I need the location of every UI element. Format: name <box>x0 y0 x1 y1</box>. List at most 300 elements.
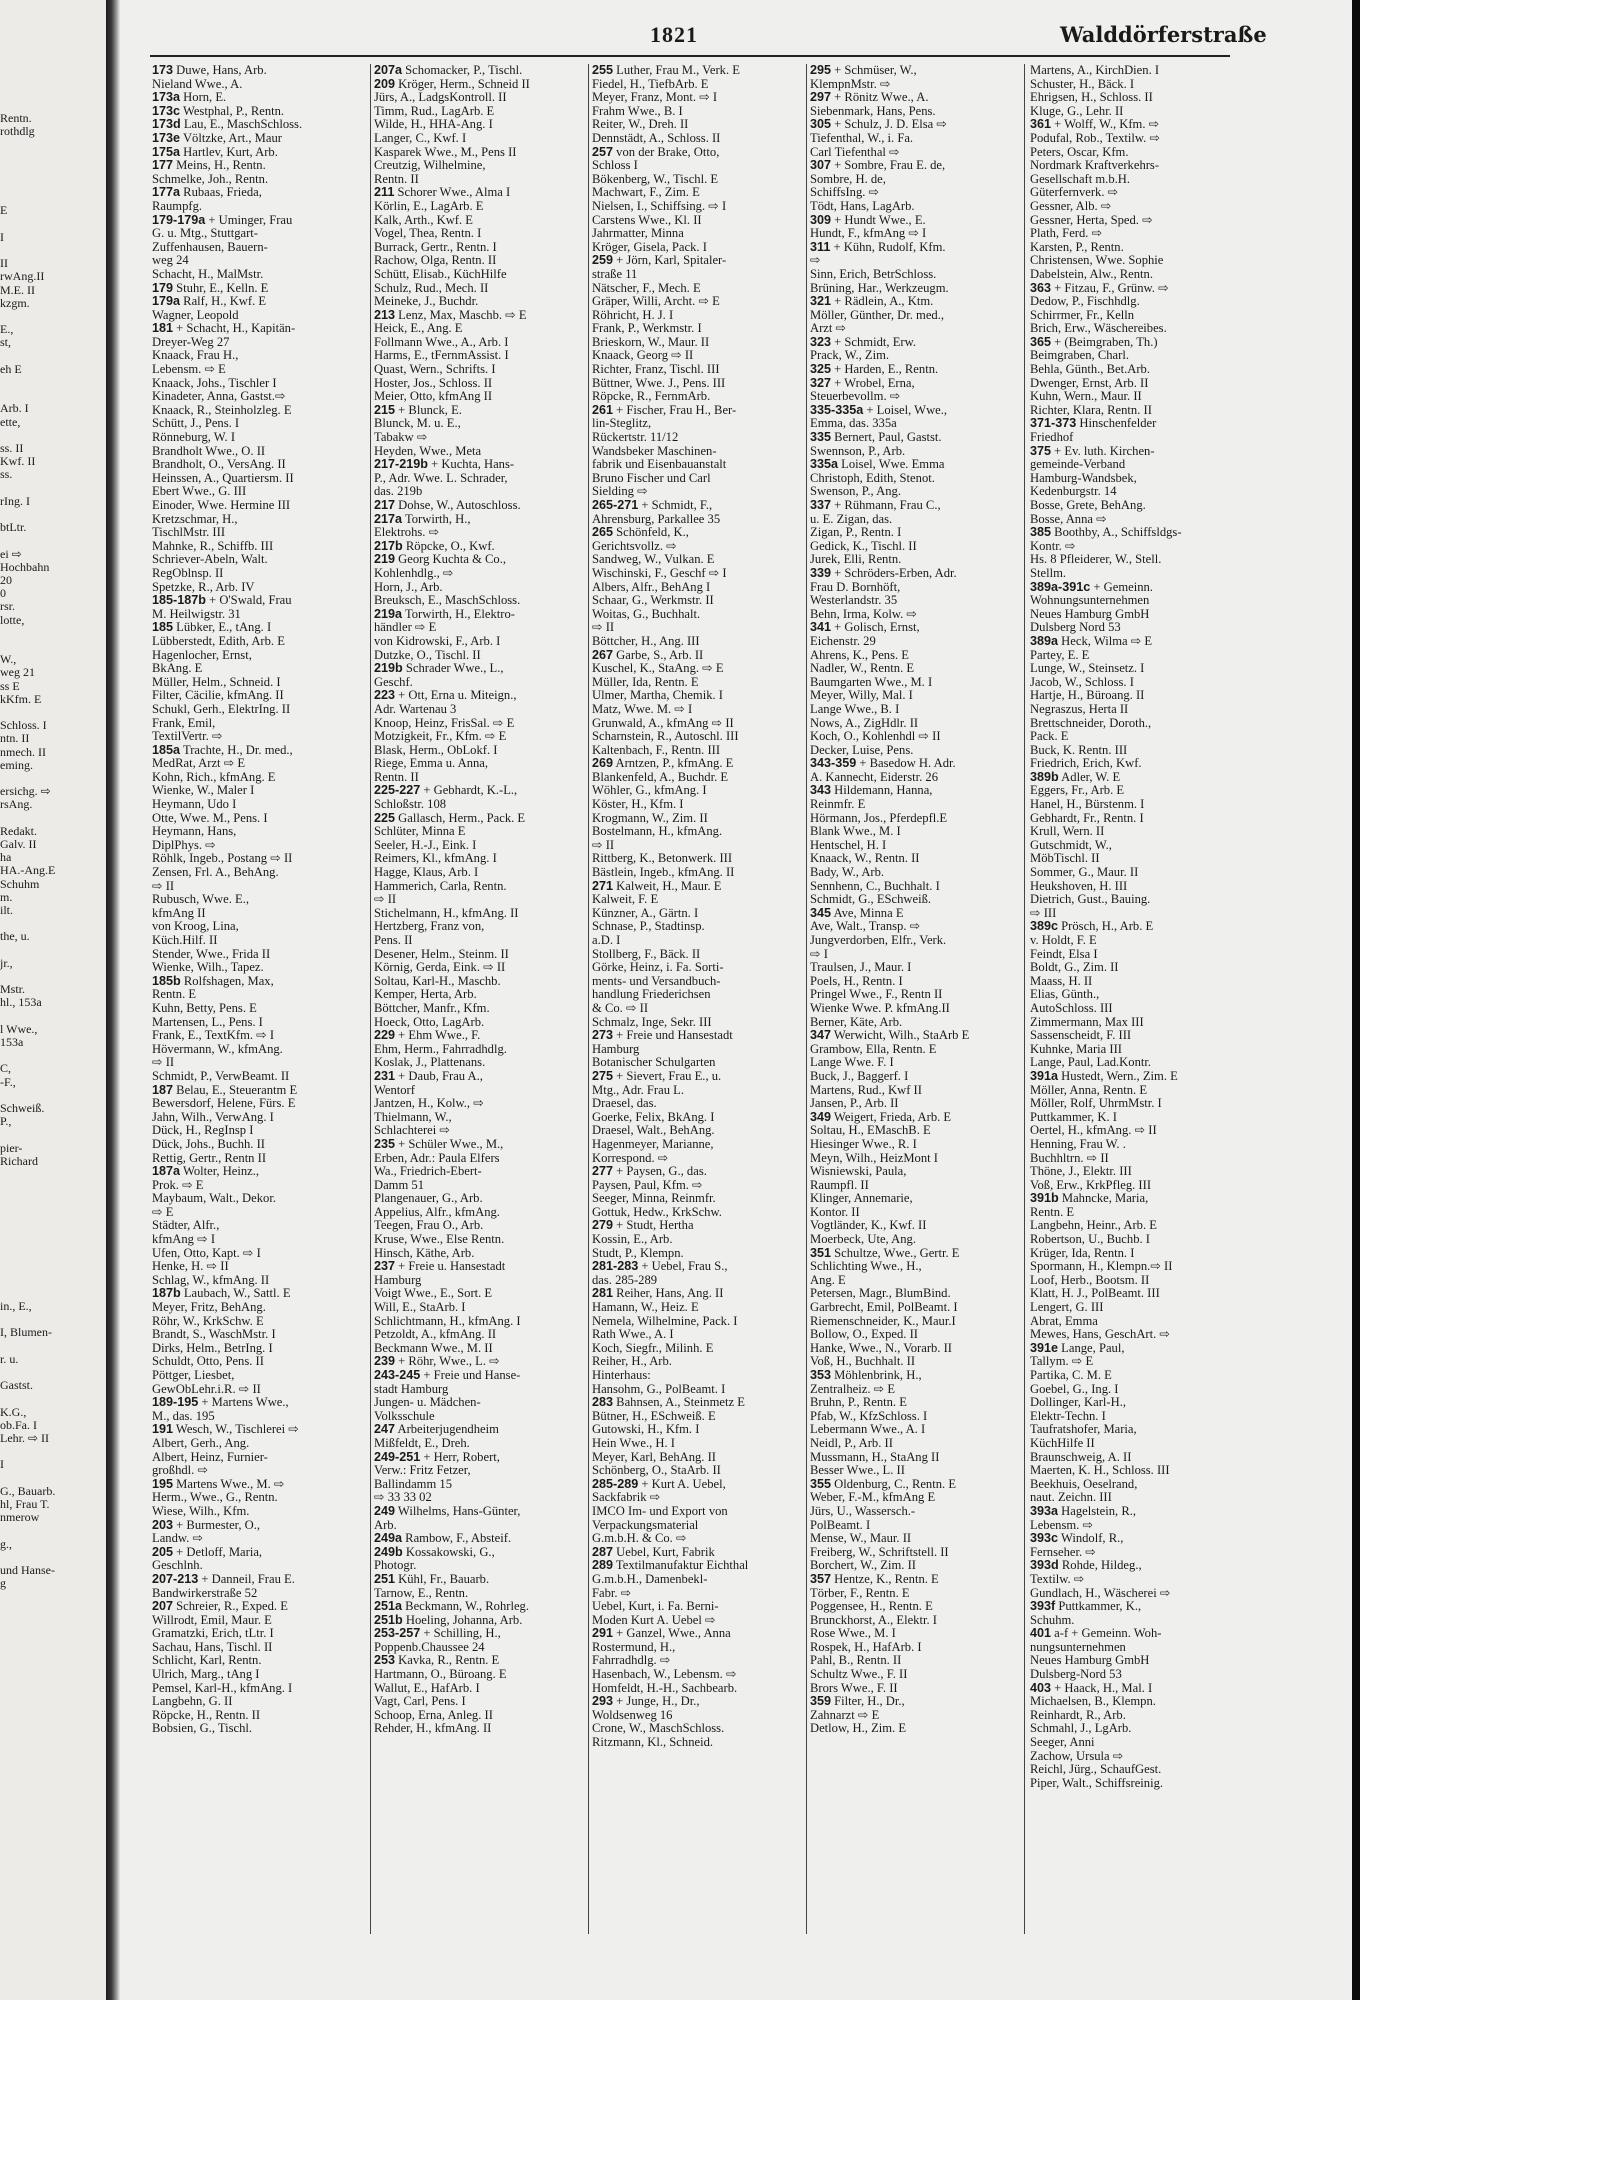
directory-entry: ⇨ III <box>1030 906 1057 920</box>
directory-entry: Wienke, Wilh., Tapez. <box>152 961 264 975</box>
directory-entry: Wilde, H., HHA-Ang. I <box>374 118 493 132</box>
directory-entry: Bosse, Grete, BehAng. <box>1030 499 1146 512</box>
directory-entry: Spetzke, R., Arb. IV <box>152 580 255 594</box>
directory-entry: Röhr, W., KrkSchw. E <box>152 1314 264 1328</box>
directory-entry: Prack, W., Zim. <box>810 349 890 363</box>
directory-entry: 189-195 + Martens Wwe., <box>152 1396 289 1410</box>
directory-entry: Wohnungsunternehmen <box>1030 594 1150 608</box>
directory-entry: Willrodt, Emil, Maur. E <box>152 1613 272 1627</box>
directory-entry: Albert, Heinz, Furnier- <box>152 1450 268 1464</box>
directory-entry: Teegen, Frau O., Arb. <box>374 1219 484 1233</box>
directory-entry: Stender, Wwe., Frida II <box>152 947 271 961</box>
directory-entry: M., das. 195 <box>152 1409 215 1423</box>
directory-entry: Nadler, W., Rentn. E <box>810 662 915 676</box>
directory-entry: Hamburg <box>592 1042 640 1056</box>
directory-entry: Motzigkeit, Fr., Kfm. ⇨ E <box>374 730 507 744</box>
directory-entry: 401 a-f + Gemeinn. Woh- <box>1030 1627 1162 1641</box>
directory-entry: Kretzschmar, H., <box>152 512 238 526</box>
directory-entry: Sielding ⇨ <box>592 485 648 499</box>
directory-entry: 403 + Haack, H., Mal. I <box>1030 1681 1153 1695</box>
directory-entry: Frau D. Bornhöft, <box>810 580 901 594</box>
directory-entry: Gerichtsvollz. ⇨ <box>592 539 677 553</box>
directory-entry: G.m.b.H. & Co. ⇨ <box>592 1532 687 1546</box>
directory-entry: Hamburg-Wandsbek, <box>1030 471 1137 485</box>
directory-entry: Stollberg, F., Bäck. II <box>592 947 701 961</box>
directory-entry: Schmalz, Inge, Sekr. III <box>592 1015 712 1029</box>
directory-entry: Vagt, Carl, Pens. I <box>374 1695 466 1709</box>
directory-entry: Hasenbach, W., Lebensm. ⇨ <box>592 1668 737 1682</box>
directory-entry: Reichl, Jürg., SchaufGest. <box>1030 1763 1162 1777</box>
directory-entry: Botanischer Schulgarten <box>592 1056 716 1070</box>
directory-entry: 213 Lenz, Max, Maschb. ⇨ E <box>374 308 527 322</box>
directory-entry: Tiefenthal, W., i. Fa. <box>810 131 914 145</box>
directory-entry: 261 + Fischer, Frau H., Ber- <box>592 403 737 417</box>
directory-entry: Wentorf <box>374 1083 415 1097</box>
facing-page-line: K.G., <box>0 1404 27 1419</box>
directory-entry: Langbehn, G. II <box>152 1695 233 1709</box>
directory-entry: Nordmark Kraftverkehrs- <box>1030 159 1160 173</box>
facing-page-line: Redakt. <box>0 823 37 838</box>
directory-entry: Gedick, K., Tischl. II <box>810 539 917 553</box>
directory-entry: Kemper, Herta, Arb. <box>374 988 477 1002</box>
directory-entry: Schukl, Gerh., ElektrIng. II <box>152 702 291 716</box>
directory-entry: 173e Völtzke, Art., Maur <box>152 131 282 145</box>
directory-entry: Dwenger, Ernst, Arb. II <box>1030 376 1149 390</box>
directory-entry: Hertzberg, Franz von, <box>374 920 485 934</box>
directory-entry: 237 + Freie u. Hansestadt <box>374 1260 506 1274</box>
directory-entry: Bewersdorf, Helene, Fürs. E <box>152 1097 296 1111</box>
directory-entry: Photogr. <box>374 1559 417 1573</box>
facing-page-line: st, <box>0 335 12 350</box>
directory-entry: Riege, Emma u. Anna, <box>374 757 489 771</box>
directory-entry: 251b Hoeling, Johanna, Arb. <box>374 1613 523 1627</box>
directory-entry: Pemsel, Karl-H., kfmAng. I <box>152 1681 293 1695</box>
directory-entry: Gundlach, H., Wäscherei ⇨ <box>1030 1586 1171 1600</box>
directory-entry: Gramatzki, Erich, tLtr. I <box>152 1627 274 1641</box>
directory-entry: Langer, C., Kwf. I <box>374 131 467 145</box>
directory-entry: Herm., Wwe., G., Rentn. <box>152 1491 278 1505</box>
directory-entry: Jahn, Wilh., VerwAng. I <box>152 1110 274 1124</box>
directory-entry: Beekhuis, Oeselrand, <box>1030 1477 1138 1491</box>
directory-entry: kfmAng ⇨ I <box>152 1233 216 1247</box>
directory-entry: 287 Uebel, Kurt, Fabrik <box>592 1545 715 1559</box>
directory-entry: Decker, Luise, Pens. <box>810 743 914 757</box>
directory-entry: Bruno Fischer und Carl <box>592 471 711 485</box>
directory-entry: Partey, E. E <box>1030 648 1090 662</box>
directory-entry: 343-359 + Basedow H. Adr. <box>810 757 956 771</box>
directory-entry: & Co. ⇨ II <box>592 1001 649 1015</box>
directory-entry: Michaelsen, B., Klempn. <box>1030 1695 1156 1709</box>
directory-entry: Schulz, Rud., Mech. II <box>374 281 489 295</box>
directory-entry: ⇨ E <box>152 1205 174 1219</box>
directory-entry: Knoop, Heinz, FrisSal. ⇨ E <box>374 716 515 730</box>
directory-entry: 207a Schomacker, P., Tischl. <box>374 64 523 77</box>
directory-entry: Sachau, Hans, Tischl. II <box>152 1640 273 1654</box>
directory-entry: Brandholt Wwe., O. II <box>152 444 266 458</box>
directory-entry: Gessner, Herta, Sped. ⇨ <box>1030 213 1153 227</box>
column-rule <box>370 64 371 1934</box>
directory-entry: Wandsbeker Maschinen- <box>592 444 717 458</box>
directory-entry: Müller, Ida, Rentn. E <box>592 675 699 689</box>
directory-entry: Koch, O., Kohlenhdl ⇨ II <box>810 730 941 744</box>
directory-entry: nungsunternehmen <box>1030 1640 1126 1654</box>
directory-entry: 219a Torwirth, H., Elektro- <box>374 607 515 621</box>
directory-entry: 207 Schreier, R., Exped. E <box>152 1600 288 1614</box>
facing-page-line: lotte, <box>0 612 25 627</box>
directory-entry: Schoop, Erna, Anleg. II <box>374 1708 493 1722</box>
directory-entry: Ahrensburg, Parkallee 35 <box>592 512 721 526</box>
directory-entry: Machwart, F., Zim. E <box>592 186 700 200</box>
facing-page-line: eh E <box>0 361 22 376</box>
directory-entry: Mense, W., Maur. II <box>810 1532 912 1546</box>
directory-entry: Nows, A., ZigHdlr. II <box>810 716 919 730</box>
directory-entry: Tabakw ⇨ <box>374 431 428 445</box>
directory-entry: Ballindamm 15 <box>374 1477 453 1491</box>
directory-entry: Besser Wwe., L. II <box>810 1464 905 1478</box>
directory-entry: Zuffenhausen, Bauern- <box>152 240 268 254</box>
directory-entry: TextilVertr. ⇨ <box>152 730 223 744</box>
directory-entry: Damm 51 <box>374 1178 425 1192</box>
directory-entry: Eggers, Fr., Arb. E <box>1030 784 1125 798</box>
facing-page-line: I, Blumen- <box>0 1325 52 1340</box>
directory-entry: Reiter, W., Dreh. II <box>592 118 689 132</box>
directory-entry: Siebenmark, Hans, Pens. <box>810 104 936 118</box>
directory-entry: Fiedel, H., TiefbArb. E <box>592 77 709 91</box>
facing-page-line: ss. II <box>0 441 24 455</box>
directory-entry: Jürs, A., LadgsKontroll. II <box>374 91 507 105</box>
directory-entry: Elias, Günth., <box>1030 988 1100 1002</box>
directory-entry: Rittberg, K., Betonwerk. III <box>592 852 733 866</box>
directory-entry: Beimgraben, Charl. <box>1030 349 1129 363</box>
directory-entry: Rachow, Olga, Rentn. II <box>374 254 497 268</box>
directory-entry: Pens. II <box>374 934 413 947</box>
directory-entry: Uebel, Kurt, i. Fa. Berni- <box>592 1600 719 1614</box>
directory-entry: ments- und Versandbuch- <box>592 974 721 988</box>
directory-entry: 225 Gallasch, Herm., Pack. E <box>374 811 526 825</box>
directory-entry: v. Holdt, F. E <box>1030 934 1097 947</box>
book-gutter <box>106 0 120 2000</box>
directory-entry: 255 Luther, Frau M., Verk. E <box>592 64 740 77</box>
directory-entry: Rentn. E <box>152 988 197 1002</box>
directory-entry: 247 Arbeiterjugendheim <box>374 1423 499 1437</box>
directory-entry: 389a-391c + Gemeinn. <box>1030 580 1153 594</box>
directory-entry: Pöttger, Liesbet, <box>152 1369 235 1382</box>
facing-page-line: nmerow <box>0 1510 40 1525</box>
directory-entry: Karsten, P., Rentn. <box>1030 240 1124 254</box>
directory-entry: Friedrich, Erich, Kwf. <box>1030 757 1142 771</box>
directory-entry: Kuschel, K., StaAng. ⇨ E <box>592 662 724 676</box>
directory-entry: gemeinde-Verband <box>1030 458 1126 472</box>
directory-entry: 217 Dohse, W., Autoschloss. <box>374 499 521 512</box>
directory-entry: Jungverdorben, Elfr., Verk. <box>810 934 947 947</box>
directory-entry: Kontor. II <box>810 1205 860 1219</box>
directory-entry: Taufratshofer, Maria, <box>1030 1423 1137 1437</box>
directory-entry: Borchert, W., Zim. II <box>810 1559 916 1573</box>
directory-entry: Gutowski, H., Kfm. I <box>592 1423 700 1437</box>
directory-entry: Kluge, G., Lehr. II <box>1030 104 1124 118</box>
directory-entry: Schmidt, G., ESchweiß. <box>810 893 932 907</box>
directory-entry: Mewes, Hans, GeschArt. ⇨ <box>1030 1328 1170 1342</box>
directory-entry: Sommer, G., Maur. II <box>1030 866 1139 880</box>
directory-entry: Vogel, Thea, Rentn. I <box>374 227 482 241</box>
facing-page-line: l Wwe., <box>0 1021 38 1036</box>
directory-entry: 385 Boothby, A., Schiffsldgs- <box>1030 526 1182 540</box>
directory-entry: Verpackungsmaterial <box>592 1518 699 1532</box>
directory-entry: 339 + Schröders-Erben, Adr. <box>810 566 957 580</box>
directory-entry: A. Kannecht, Eiderstr. 26 <box>810 770 939 784</box>
directory-entry: Verw.: Fritz Fetzer, <box>374 1464 471 1478</box>
directory-entry: Lebermann Wwe., A. I <box>810 1423 926 1437</box>
directory-entry: Poggensee, H., Rentn. E <box>810 1600 933 1614</box>
directory-entry: 341 + Golisch, Ernst, <box>810 621 920 635</box>
directory-entry: Thöne, J., Elektr. III <box>1030 1165 1132 1179</box>
directory-entry: Pahl, B., Rentn. II <box>810 1654 902 1668</box>
directory-entry: 223 + Ott, Erna u. Miteign., <box>374 689 517 703</box>
directory-column-1 <box>152 64 370 1736</box>
directory-entry: Frank, Emil, <box>152 716 216 730</box>
directory-entry: Geschf. <box>374 675 413 689</box>
directory-entry: 283 Bahnsen, A., Steinmetz E <box>592 1396 745 1410</box>
directory-entry: Büttner, Wwe. J., Pens. III <box>592 376 726 390</box>
directory-entry: Krüger, Ida, Rentn. I <box>1030 1246 1135 1260</box>
directory-entry: Podufal, Rob., Textilw. ⇨ <box>1030 131 1161 145</box>
directory-entry: 179a Ralf, H., Kwf. E <box>152 295 267 309</box>
directory-entry: Garbrecht, Emil, PolBeamt. I <box>810 1301 958 1315</box>
directory-entry: KlempnMstr. ⇨ <box>810 77 891 91</box>
directory-entry: Richter, Klara, Rentn. II <box>1030 403 1152 417</box>
directory-entry: straße 11 <box>592 267 638 281</box>
directory-entry: ⇨ II <box>592 838 615 852</box>
directory-entry: Bosse, Anna ⇨ <box>1030 512 1107 526</box>
directory-entry: Appelius, Alfr., kfmAng. <box>374 1205 500 1219</box>
directory-entry: Thielmann, W., <box>374 1110 452 1124</box>
facing-page-line: G., Bauarb. <box>0 1483 56 1498</box>
directory-entry: Brunckhorst, A., Elektr. I <box>810 1613 937 1627</box>
directory-entry: 207-213 + Danneil, Frau E. <box>152 1572 295 1586</box>
directory-entry: Brüning, Har., Werkzeugm. <box>810 281 949 295</box>
directory-entry: Wienke, W., Maler I <box>152 784 255 798</box>
facing-page-line: Hochbahn <box>0 559 50 574</box>
directory-entry: Detlow, H., Zim. E <box>810 1722 907 1736</box>
directory-entry: Dulsberg Nord 53 <box>1030 621 1121 635</box>
header-rule <box>150 55 1230 57</box>
directory-entry: 353 Möhlenbrink, H., <box>810 1369 922 1382</box>
directory-entry: M. Heilwigstr. 31 <box>152 607 241 621</box>
directory-entry: Lebensm. ⇨ E <box>152 363 226 377</box>
directory-entry: Dollinger, Karl-H., <box>1030 1396 1127 1410</box>
directory-entry: Sennhenn, C., Buchhalt. I <box>810 879 940 893</box>
directory-entry: von Kidrowski, F., Arb. I <box>374 634 501 648</box>
directory-entry: Christensen, Wwe. Sophie <box>1030 254 1164 268</box>
directory-entry: Reinhardt, R., Arb. <box>1030 1708 1126 1722</box>
directory-entry: 203 + Burmester, O., <box>152 1518 261 1532</box>
directory-entry: Zachow, Ursula ⇨ <box>1030 1749 1124 1763</box>
directory-entry: Koslak, J., Plattenans. <box>374 1056 486 1070</box>
directory-entry: naut. Zeichn. III <box>1030 1491 1112 1505</box>
facing-page-line: g <box>0 1576 6 1591</box>
directory-entry: Voß, H., Buchhalt. II <box>810 1355 916 1369</box>
directory-entry: 259 + Jörn, Karl, Spitaler- <box>592 254 727 268</box>
directory-column-5 <box>1030 64 1248 1790</box>
directory-entry: 393f Puttkammer, K., <box>1030 1600 1142 1614</box>
facing-page-line: ei ⇨ <box>0 546 22 561</box>
directory-entry: Weber, F.-M., kfmAng E <box>810 1491 936 1505</box>
directory-entry: Rentn. E <box>1030 1205 1075 1219</box>
directory-entry: Filter, Cäcilie, kfmAng. II <box>152 689 284 703</box>
directory-entry: handlung Friederichsen <box>592 988 711 1002</box>
directory-entry: Ulrich, Marg., tAng I <box>152 1668 260 1682</box>
directory-entry: Behn, Irma, Kolw. ⇨ <box>810 607 917 621</box>
directory-entry: Klinger, Annemarie, <box>810 1192 913 1206</box>
directory-entry: Mißfeldt, E., Dreh. <box>374 1436 470 1450</box>
directory-entry: Schirrmer, Fr., Kelln <box>1030 308 1135 322</box>
directory-entry: Gesellschaft m.b.H. <box>1030 172 1131 186</box>
facing-page-line: rothdlg <box>0 124 35 139</box>
directory-entry: Sombre, H. de, <box>810 172 886 186</box>
directory-entry: 337 + Rühmann, Frau C., <box>810 499 941 512</box>
directory-entry: Ufen, Otto, Kapt. ⇨ I <box>152 1246 261 1260</box>
directory-entry: Timm, Rud., LagArb. E <box>374 104 495 118</box>
directory-entry: ⇨ <box>810 254 821 268</box>
directory-entry: 393d Rohde, Hildeg., <box>1030 1559 1142 1573</box>
directory-entry: Knaack, Johs., Tischler I <box>152 376 277 390</box>
facing-page-line: ersichg. ⇨ <box>0 784 51 799</box>
directory-entry: 389b Adler, W. E <box>1030 770 1121 784</box>
directory-entry: Voigt Wwe., E., Sort. E <box>374 1287 493 1301</box>
directory-entry: Ulmer, Martha, Chemik. I <box>592 689 723 703</box>
directory-entry: Henke, H. ⇨ II <box>152 1260 229 1274</box>
directory-entry: Pfab, W., KfzSchloss. I <box>810 1409 928 1423</box>
directory-entry: Petersen, Magr., BlumBind. <box>810 1287 951 1301</box>
directory-entry: Plath, Ferd. ⇨ <box>1030 227 1103 241</box>
directory-entry: 231 + Daub, Frau A., <box>374 1069 483 1083</box>
directory-entry: Lange Wwe., B. I <box>810 702 900 716</box>
directory-entry: Loof, Herb., Bootsm. II <box>1030 1273 1150 1287</box>
directory-entry: Hagge, Klaus, Arb. I <box>374 866 479 880</box>
directory-entry: Müller, Helm., Schneid. I <box>152 675 281 689</box>
directory-entry: Schuster, H., Bäck. I <box>1030 77 1135 91</box>
directory-entry: Buck, J., Baggerf. I <box>810 1069 909 1083</box>
directory-entry: 311 + Kühn, Rudolf, Kfm. <box>810 240 946 254</box>
directory-entry: Woitas, G., Buchhalt. <box>592 607 701 621</box>
directory-entry: Kontr. ⇨ <box>1030 539 1076 553</box>
directory-entry: 173d Lau, E., MaschSchloss. <box>152 118 303 132</box>
directory-entry: das. 285-289 <box>592 1273 658 1287</box>
directory-entry: 391b Mahncke, Maria, <box>1030 1192 1149 1206</box>
directory-entry: Scharnstein, R., Autoschl. III <box>592 730 739 744</box>
directory-entry: Kedenburgstr. 14 <box>1030 485 1117 499</box>
directory-entry: Eichenstr. 29 <box>810 634 876 648</box>
directory-entry: Grunwald, A., kfmAng ⇨ II <box>592 716 734 730</box>
directory-entry: 217b Röpcke, O., Kwf. <box>374 539 495 553</box>
directory-entry: 321 + Rädlein, A., Ktm. <box>810 295 934 309</box>
directory-entry: 269 Arntzen, P., kfmAng. E <box>592 757 734 771</box>
directory-entry: 185b Rolfshagen, Max, <box>152 974 274 988</box>
facing-page-line: kzgm. <box>0 295 30 310</box>
facing-page-line: rwAng.II <box>0 269 45 284</box>
directory-entry: Buchhltrn. ⇨ II <box>1030 1151 1109 1165</box>
directory-entry: Frank, P., Werkmstr. I <box>592 322 702 336</box>
directory-entry: Ang. E <box>810 1273 846 1287</box>
directory-entry: 177a Rubaas, Frieda, <box>152 186 262 200</box>
facing-page-line: E., <box>0 322 14 337</box>
directory-entry: Boldt, G., Zim. II <box>1030 961 1119 975</box>
directory-entry: Schlichting Wwe., H., <box>810 1260 922 1274</box>
directory-entry: Draesel, das. <box>592 1097 657 1111</box>
directory-entry: Reinmfr. E <box>810 798 866 812</box>
directory-entry: Vogtländer, K., Kwf. II <box>810 1219 927 1233</box>
directory-entry: 393c Windolf, R., <box>1030 1532 1124 1546</box>
directory-entry: händler ⇨ E <box>374 621 437 635</box>
directory-entry: Heymann, Hans, <box>152 825 237 839</box>
directory-entry: Dutzke, O., Tischl. II <box>374 648 481 662</box>
directory-entry: Nielsen, I., Schiffsing. ⇨ I <box>592 199 727 213</box>
facing-page-line: 0 <box>0 586 6 601</box>
directory-entry: Hagenlocher, Ernst, <box>152 648 252 662</box>
directory-entry: Raumpfg. <box>152 199 203 213</box>
facing-page-line: I <box>0 1457 4 1472</box>
directory-entry: von Kroog, Lina, <box>152 920 239 934</box>
facing-page-line: Galv. II <box>0 837 37 851</box>
directory-entry: Geschlnh. <box>152 1559 203 1573</box>
directory-entry: stadt Hamburg <box>374 1382 449 1396</box>
directory-entry: Tallym. ⇨ E <box>1030 1355 1094 1369</box>
directory-entry: Mussmann, H., StaAng II <box>810 1450 940 1464</box>
directory-entry: Reimers, Kl., kfmAng. I <box>374 852 497 866</box>
directory-entry: Zigan, P., Rentn. I <box>810 526 902 540</box>
facing-page-line: hl., 153a <box>0 995 42 1010</box>
directory-entry: Sassenscheidt, F. III <box>1030 1029 1132 1043</box>
directory-entry: Meyn, Wilh., HeizMont I <box>810 1151 938 1165</box>
directory-entry: Hartje, H., Büroang. II <box>1030 689 1145 703</box>
directory-entry: Creutzig, Wilhelmine, <box>374 159 486 173</box>
directory-entry: 335 Bernert, Paul, Gastst. <box>810 431 942 445</box>
facing-page-line: C, <box>0 1061 12 1076</box>
directory-entry: Bästlein, Ingeb., kfmAng. II <box>592 866 735 880</box>
directory-entry: Emma, das. 335a <box>810 417 897 431</box>
directory-entry: 359 Filter, H., Dr., <box>810 1695 905 1709</box>
directory-entry: Feindt, Elsa I <box>1030 947 1098 961</box>
facing-page-line: rsr. <box>0 599 15 614</box>
facing-page-line: Gastst. <box>0 1378 33 1393</box>
directory-entry: Tödt, Hans, LagArb. <box>810 199 915 213</box>
directory-entry: Studt, P., Klempn. <box>592 1246 684 1260</box>
directory-entry: Röpcke, H., Rentn. II <box>152 1708 261 1722</box>
directory-entry: Schmahl, J., LgArb. <box>1030 1722 1132 1736</box>
directory-entry: Baumgarten Wwe., M. I <box>810 675 933 689</box>
directory-entry: Törber, F., Rentn. E <box>810 1586 910 1600</box>
facing-page-line: weg 21 <box>0 665 35 680</box>
directory-entry: 187b Laubach, W., Sattl. E <box>152 1287 291 1301</box>
directory-entry: Knaack, W., Rentn. II <box>810 852 920 866</box>
directory-entry: 391e Lange, Paul, <box>1030 1341 1125 1355</box>
directory-entry: Köster, H., Kfm. I <box>592 798 684 812</box>
directory-entry: Knaack, Georg ⇨ II <box>592 349 694 363</box>
directory-entry: Quast, Wern., Schrifts. I <box>374 363 496 377</box>
directory-entry: 363 + Fitzau, F., Grünw. ⇨ <box>1030 281 1169 295</box>
directory-entry: 361 + Wolff, W., Kfm. ⇨ <box>1030 118 1160 132</box>
directory-entry: Hs. 8 Pfleiderer, W., Stell. <box>1030 553 1162 567</box>
directory-entry: Rostermund, H., <box>592 1640 676 1654</box>
directory-entry: 265 Schönfeld, K., <box>592 526 689 540</box>
directory-entry: Dreyer-Weg 27 <box>152 335 230 349</box>
directory-entry: Blunck, M. u. E., <box>374 417 461 431</box>
directory-entry: Fahrradhdlg. ⇨ <box>592 1654 671 1668</box>
directory-entry: Körnig, Gerda, Eink. ⇨ II <box>374 961 506 975</box>
directory-entry: 267 Garbe, S., Arb. II <box>592 648 704 662</box>
directory-entry: Ave, Walt., Transp. ⇨ <box>810 920 921 934</box>
directory-entry: 253 Kavka, R., Rentn. E <box>374 1654 500 1668</box>
